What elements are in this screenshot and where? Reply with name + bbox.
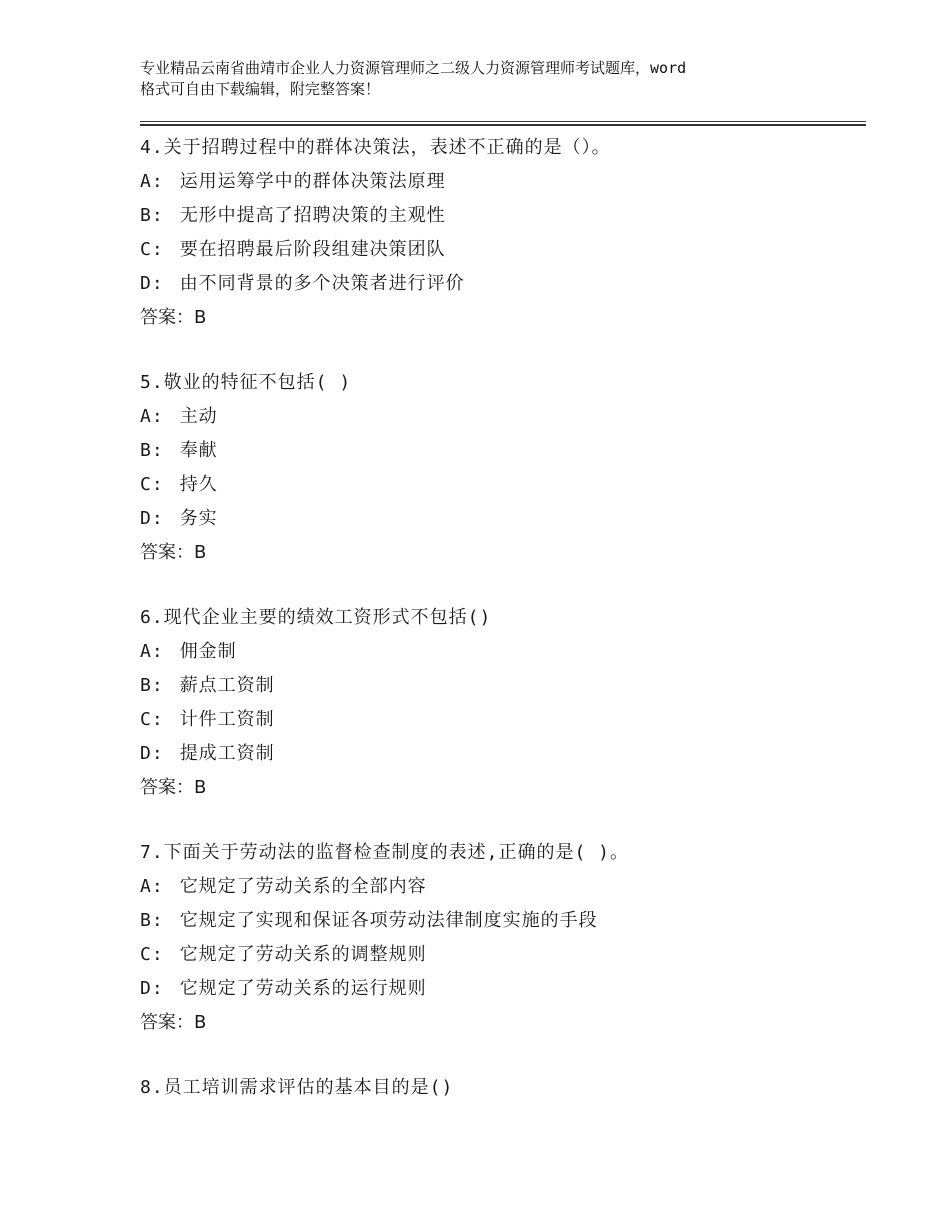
option-key: B: <box>140 675 164 696</box>
option-text: 务实 <box>179 508 218 529</box>
option-b <box>140 434 860 468</box>
option-text: 它规定了劳动关系的调整规则 <box>179 944 427 965</box>
option-c <box>140 468 860 502</box>
option-text: 主动 <box>179 406 218 427</box>
option-text: 运用运筹学中的群体决策法原理 <box>179 171 446 192</box>
option-text: 它规定了实现和保证各项劳动法律制度实施的手段 <box>179 910 598 931</box>
question-6 <box>140 601 860 805</box>
option-text: 薪点工资制 <box>179 675 275 696</box>
header-line-1: 专业精品云南省曲靖市企业人力资源管理师之二级人力资源管理师考试题库，word <box>140 59 687 77</box>
option-a <box>140 400 860 434</box>
question-4 <box>140 131 860 335</box>
question-8 <box>140 1071 860 1105</box>
option-b <box>140 669 860 703</box>
question-stem: 6.现代企业主要的绩效工资形式不包括() <box>140 607 492 628</box>
option-key: D: <box>140 743 164 764</box>
option-key: B: <box>140 205 164 226</box>
answer-line: 答案：B <box>140 777 207 798</box>
question-7 <box>140 836 860 1040</box>
option-c <box>140 938 860 972</box>
option-text: 计件工资制 <box>179 709 275 730</box>
question-5 <box>140 366 860 570</box>
question-list <box>140 131 860 1136</box>
option-d <box>140 737 860 771</box>
option-text: 佣金制 <box>179 641 237 662</box>
option-key: D: <box>140 508 164 529</box>
option-key: A: <box>140 641 164 662</box>
header-line-2: 格式可自由下载编辑，附完整答案！ <box>140 80 381 98</box>
option-key: D: <box>140 273 164 294</box>
option-key: C: <box>140 474 164 495</box>
option-key: B: <box>140 440 164 461</box>
option-key: C: <box>140 239 164 260</box>
option-b <box>140 904 860 938</box>
option-text: 提成工资制 <box>179 743 275 764</box>
option-key: D: <box>140 978 164 999</box>
option-d <box>140 267 860 301</box>
question-stem: 4.关于招聘过程中的群体决策法，表述不正确的是（）。 <box>140 137 611 158</box>
header-divider-thin <box>140 121 866 122</box>
option-d <box>140 502 860 536</box>
header-divider-thick <box>140 124 866 126</box>
option-key: C: <box>140 944 164 965</box>
option-a <box>140 165 860 199</box>
answer-line: 答案：B <box>140 542 207 563</box>
question-stem: 7.下面关于劳动法的监督检查制度的表述,正确的是( )。 <box>140 842 630 863</box>
option-a <box>140 870 860 904</box>
option-key: A: <box>140 876 164 897</box>
option-key: C: <box>140 709 164 730</box>
option-a <box>140 635 860 669</box>
option-c <box>140 233 860 267</box>
option-text: 要在招聘最后阶段组建决策团队 <box>179 239 446 260</box>
option-b <box>140 199 860 233</box>
option-text: 持久 <box>179 474 218 495</box>
option-text: 无形中提高了招聘决策的主观性 <box>179 205 446 226</box>
option-key: A: <box>140 406 164 427</box>
question-stem: 5.敬业的特征不包括( ) <box>140 372 352 393</box>
document-header <box>140 58 830 100</box>
question-stem: 8.员工培训需求评估的基本目的是() <box>140 1077 454 1098</box>
answer-line: 答案：B <box>140 307 207 328</box>
option-text: 奉献 <box>179 440 218 461</box>
option-key: B: <box>140 910 164 931</box>
answer-line: 答案：B <box>140 1012 207 1033</box>
option-key: A: <box>140 171 164 192</box>
option-text: 它规定了劳动关系的全部内容 <box>179 876 427 897</box>
option-text: 它规定了劳动关系的运行规则 <box>179 978 427 999</box>
option-c <box>140 703 860 737</box>
option-text: 由不同背景的多个决策者进行评价 <box>179 273 465 294</box>
option-d <box>140 972 860 1006</box>
